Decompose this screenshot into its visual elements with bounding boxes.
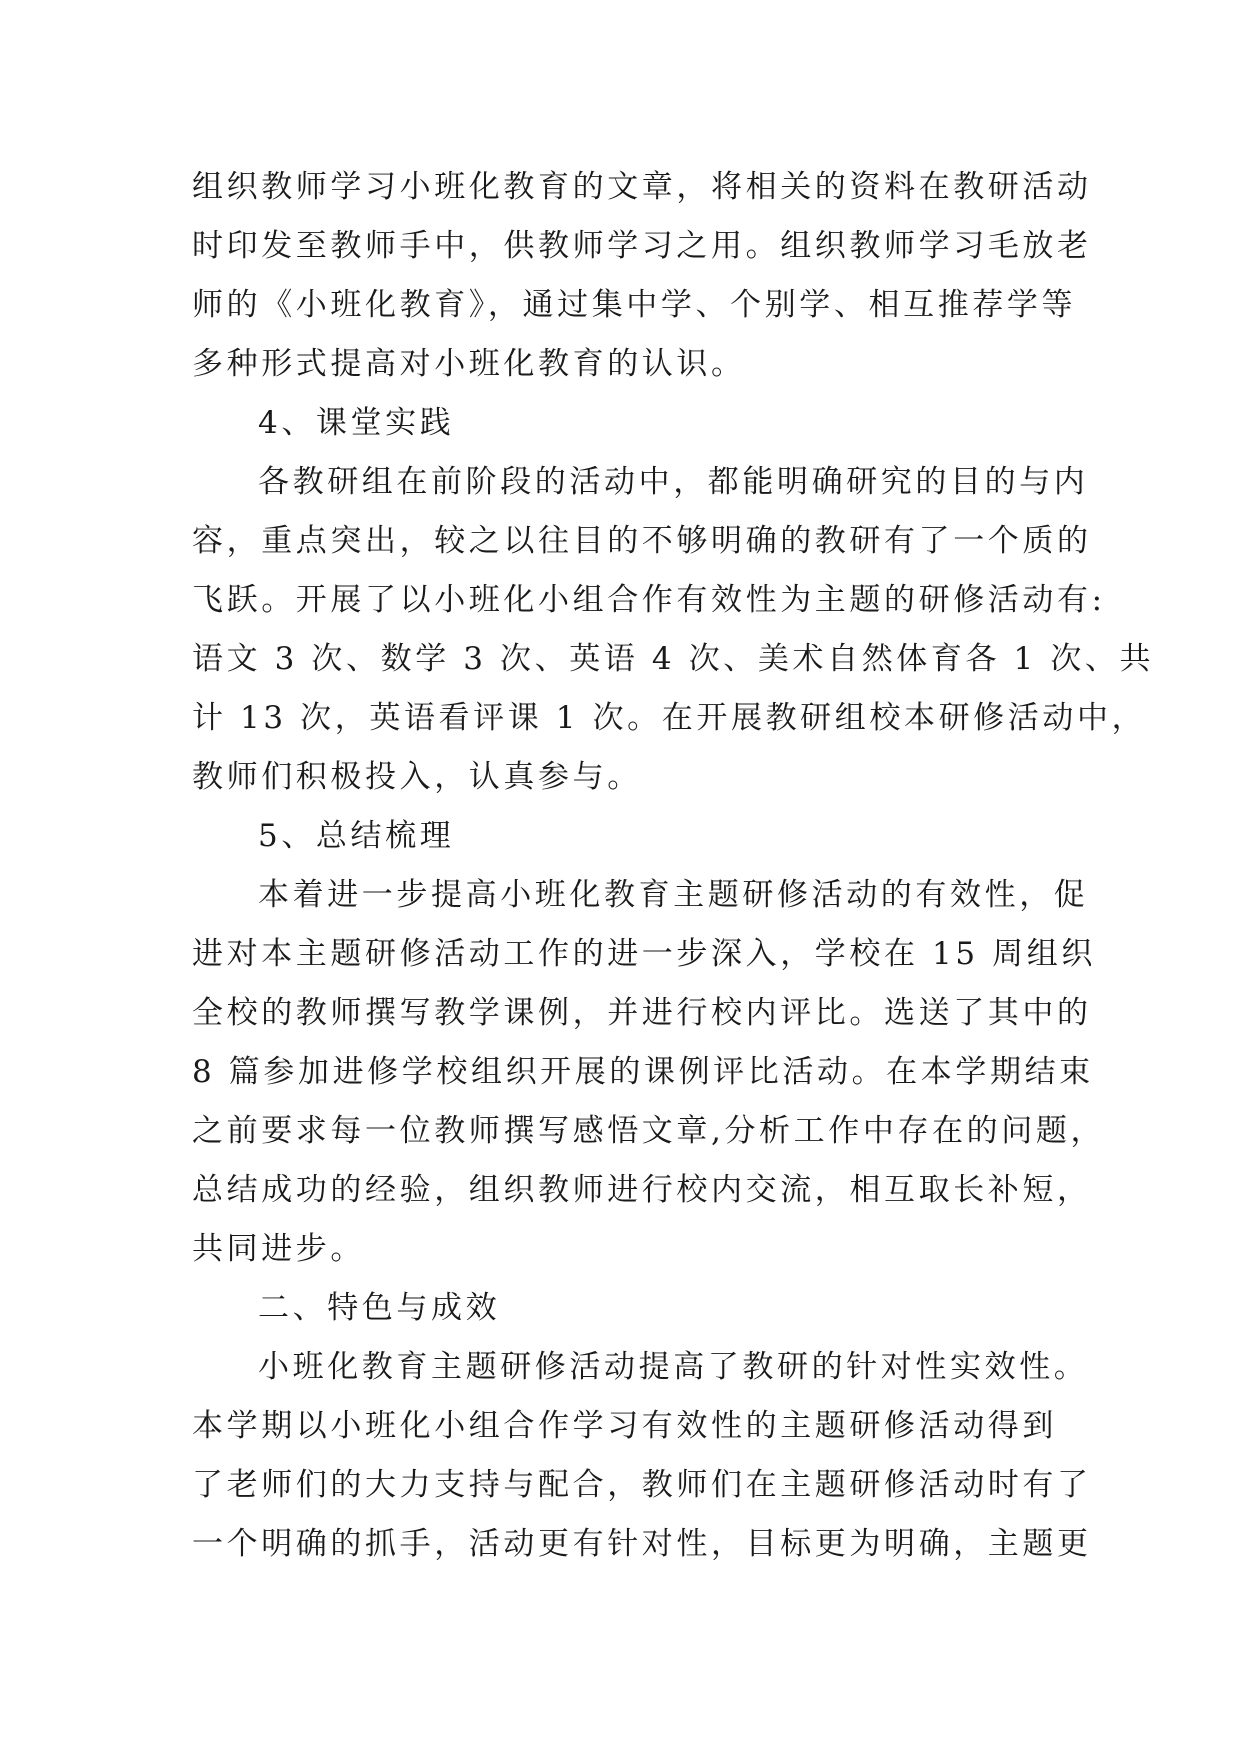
- text-line: 各教研组在前阶段的活动中，都能明确研究的目的与内: [258, 464, 1089, 500]
- text-line: 5、总结梳理: [258, 818, 455, 854]
- text-line: 师的《小班化教育》，通过集中学、个别学、相互推荐学等: [192, 287, 1077, 323]
- text-line: 了老师们的大力支持与配合，教师们在主题研修活动时有了: [192, 1467, 1092, 1503]
- text-line: 飞跃。开展了以小班化小组合作有效性为主题的研修活动有:: [192, 582, 1106, 618]
- text-line: 小班化教育主题研修活动提高了教研的针对性实效性。: [258, 1349, 1089, 1385]
- text-line: 时印发至教师手中，供教师学习之用。组织教师学习毛放老: [192, 228, 1092, 264]
- text-line: 教师们积极投入，认真参与。: [192, 759, 642, 795]
- text-line: 本学期以小班化小组合作学习有效性的主题研修活动得到: [192, 1408, 1057, 1444]
- text-line: 总结成功的经验，组织教师进行校内交流，相互取长补短，: [192, 1172, 1092, 1208]
- text-line: 计 13 次，英语看评课 1 次。在开展教研组校本研修活动中，: [192, 700, 1147, 736]
- text-line: 语文 3 次、数学 3 次、英语 4 次、美术自然体育各 1 次、共: [192, 641, 1155, 677]
- text-line: 进对本主题研修活动工作的进一步深入，学校在 15 周组织: [192, 936, 1096, 972]
- document-body: [192, 158, 1155, 1574]
- text-line: 容，重点突出，较之以往目的不够明确的教研有了一个质的: [192, 523, 1092, 559]
- text-line: 共同进步。: [192, 1231, 365, 1267]
- text-line: 4、课堂实践: [258, 405, 455, 441]
- text-line: 多种形式提高对小班化教育的认识。: [192, 346, 746, 382]
- text-line: 全校的教师撰写教学课例，并进行校内评比。选送了其中的: [192, 995, 1092, 1031]
- text-line: 二、特色与成效: [258, 1290, 501, 1326]
- text-line: 一个明确的抓手，活动更有针对性，目标更为明确，主题更: [192, 1526, 1092, 1562]
- text-line: 本着进一步提高小班化教育主题研修活动的有效性，促: [258, 877, 1089, 913]
- text-line: 8 篇参加进修学校组织开展的课例评比活动。在本学期结束: [192, 1054, 1094, 1090]
- text-line: 之前要求每一位教师撰写感悟文章,分析工作中存在的问题，: [192, 1113, 1106, 1149]
- text-line: 组织教师学习小班化教育的文章，将相关的资料在教研活动: [192, 169, 1092, 205]
